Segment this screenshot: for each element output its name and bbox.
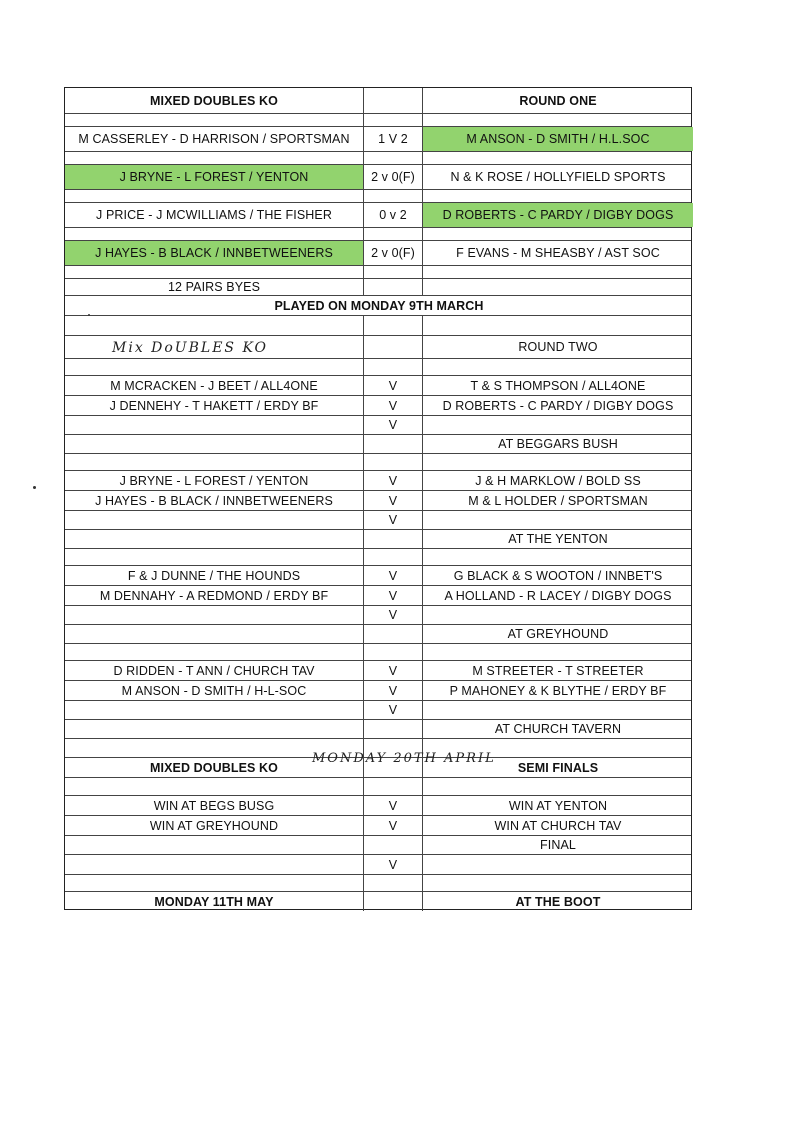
match-right-pair: P MAHONEY & K BLYTHE / ERDY BF xyxy=(449,683,667,698)
round-two-match-row xyxy=(65,490,691,510)
venue-row xyxy=(65,624,691,643)
match-vs: V xyxy=(363,681,423,700)
spacer-row xyxy=(65,874,691,891)
round-two-header-right: ROUND TWO xyxy=(518,340,598,354)
table-cell-empty xyxy=(363,359,423,375)
table-cell-empty xyxy=(363,279,423,295)
spacer-row xyxy=(65,548,691,565)
match-score: 2 v 0(F) xyxy=(363,165,423,189)
match-vs: V xyxy=(363,416,423,434)
spacer-row xyxy=(65,265,691,278)
final-row xyxy=(65,854,691,874)
match-vs: V xyxy=(363,376,423,395)
match-vs: V xyxy=(363,511,423,529)
round-two-match-row xyxy=(65,565,691,585)
table-cell-empty xyxy=(363,114,423,126)
match-right-pair: J & H MARKLOW / BOLD SS xyxy=(475,473,641,488)
match-right-pair: A HOLLAND - R LACEY / DIGBY DOGS xyxy=(444,588,672,603)
match-left-pair: J DENNEHY - T HAKETT / ERDY BF xyxy=(109,398,319,413)
match-right-pair: M & L HOLDER / SPORTSMAN xyxy=(468,493,648,508)
table-cell-empty xyxy=(363,875,423,891)
table-cell-empty xyxy=(363,266,423,278)
final-label-row xyxy=(65,835,691,854)
match-left-pair: D RIDDEN - T ANN / CHURCH TAV xyxy=(113,663,315,678)
round-two-extra-row xyxy=(65,700,691,719)
table-cell-empty xyxy=(363,454,423,470)
match-right-pair: WIN AT YENTON xyxy=(508,798,608,813)
scan-speck xyxy=(33,486,36,489)
match-vs: V xyxy=(363,796,423,815)
round-one-header-row xyxy=(65,88,691,113)
semis-match-row xyxy=(65,815,691,835)
round-two-extra-row xyxy=(65,605,691,624)
semis-header-left: MIXED DOUBLES KO xyxy=(150,760,278,775)
table-cell-empty xyxy=(363,152,423,164)
scan-speck xyxy=(88,314,90,316)
round-two-match-row xyxy=(65,375,691,395)
match-left-pair: M ANSON - D SMITH / H-L-SOC xyxy=(121,683,307,698)
match-left-pair: WIN AT GREYHOUND xyxy=(149,818,279,833)
match-left-pair: J PRICE - J MCWILLIAMS / THE FISHER xyxy=(96,208,332,222)
table-cell-empty xyxy=(363,778,423,795)
match-right-pair: F EVANS - M SHEASBY / AST SOC xyxy=(456,246,660,260)
played-on-label: PLAYED ON MONDAY 9TH MARCH xyxy=(274,298,484,313)
final-label: FINAL xyxy=(540,838,576,852)
final-date: MONDAY 11TH MAY xyxy=(154,894,274,909)
footer-row xyxy=(65,891,691,911)
round-one-match-row xyxy=(65,126,691,151)
semis-header-right: SEMI FINALS xyxy=(517,760,599,775)
match-score: 0 v 2 xyxy=(363,203,423,227)
table-cell-empty xyxy=(363,435,423,453)
table-cell-empty xyxy=(363,720,423,738)
table-cell-empty xyxy=(363,336,423,358)
venue-row xyxy=(65,719,691,738)
spacer-row xyxy=(65,777,691,795)
table-cell-empty xyxy=(363,644,423,660)
match-vs: V xyxy=(363,491,423,510)
round-one-header-right: ROUND ONE xyxy=(519,93,597,108)
match-left-pair: M MCRACKEN - J BEET / ALL4ONE xyxy=(110,378,318,393)
spacer-row xyxy=(65,189,691,202)
table-cell-empty xyxy=(363,625,423,643)
round-two-match-row xyxy=(65,395,691,415)
match-vs: V xyxy=(363,661,423,680)
table-cell-empty xyxy=(363,228,423,240)
match-right-pair: M ANSON - D SMITH / H.L.SOC xyxy=(423,127,693,151)
match-left-pair: F & J DUNNE / THE HOUNDS xyxy=(127,568,301,583)
handwritten-date: MONDAY 20TH APRIL xyxy=(312,751,496,766)
match-left-pair: J HAYES - B BLACK / INNBETWEENERS xyxy=(65,241,363,265)
final-vs: V xyxy=(363,855,423,874)
match-vs: V xyxy=(363,701,423,719)
spacer-row xyxy=(65,643,691,660)
match-right-pair: D ROBERTS - C PARDY / DIGBY DOGS xyxy=(442,398,674,413)
round-two-match-row xyxy=(65,680,691,700)
round-one-match-row xyxy=(65,202,691,227)
match-left-pair: M DENNAHY - A REDMOND / ERDY BF xyxy=(99,588,329,603)
table-cell-empty xyxy=(363,190,423,202)
match-vs: V xyxy=(363,471,423,490)
match-vs: V xyxy=(363,396,423,415)
round-two-match-row xyxy=(65,585,691,605)
match-right-pair: D ROBERTS - C PARDY / DIGBY DOGS xyxy=(423,203,693,227)
round-one-header-mid xyxy=(363,88,423,113)
table-cell-empty xyxy=(363,316,423,335)
match-score: 1 V 2 xyxy=(363,127,423,151)
semis-match-row xyxy=(65,795,691,815)
byes-label: 12 PAIRS BYES xyxy=(167,280,261,294)
table-cell-empty xyxy=(363,549,423,565)
venue-label: AT THE YENTON xyxy=(508,532,608,546)
match-left-pair: J BRYNE - L FOREST / YENTON xyxy=(119,473,309,488)
match-vs: V xyxy=(363,606,423,624)
venue-row xyxy=(65,434,691,453)
table-cell-empty xyxy=(363,892,423,911)
round-one-header-left: MIXED DOUBLES KO xyxy=(150,93,278,108)
venue-row xyxy=(65,529,691,548)
round-two-extra-row xyxy=(65,415,691,434)
round-two-match-row xyxy=(65,660,691,680)
handwritten-round-two-header: Mix DoUBLES KO xyxy=(112,340,269,356)
venue-label: AT GREYHOUND xyxy=(507,627,609,641)
match-right-pair: M STREETER - T STREETER xyxy=(472,663,644,678)
final-venue: AT THE BOOT xyxy=(515,894,601,909)
venue-label: AT BEGGARS BUSH xyxy=(498,437,618,451)
venue-label: AT CHURCH TAVERN xyxy=(494,722,622,736)
spacer-row xyxy=(65,315,691,335)
table-cell-empty xyxy=(363,530,423,548)
match-score: 2 v 0(F) xyxy=(363,241,423,265)
round-one-match-row xyxy=(65,240,691,265)
spacer-row xyxy=(65,227,691,240)
played-on-row xyxy=(65,295,691,315)
match-vs: V xyxy=(363,816,423,835)
fixture-table xyxy=(64,87,692,910)
match-vs: V xyxy=(363,566,423,585)
match-vs: V xyxy=(363,586,423,605)
round-two-match-row xyxy=(65,470,691,490)
byes-row xyxy=(65,278,691,295)
spacer-row xyxy=(65,151,691,164)
round-one-match-row xyxy=(65,164,691,189)
spacer-row xyxy=(65,113,691,126)
match-left-pair: WIN AT BEGS BUSG xyxy=(153,798,275,813)
spacer-row xyxy=(65,453,691,470)
match-right-pair: WIN AT CHURCH TAV xyxy=(494,818,622,833)
table-cell-empty xyxy=(363,836,423,854)
match-left-pair: M CASSERLEY - D HARRISON / SPORTSMAN xyxy=(78,132,350,146)
round-two-extra-row xyxy=(65,510,691,529)
match-right-pair: N & K ROSE / HOLLYFIELD SPORTS xyxy=(450,170,666,184)
spacer-row xyxy=(65,358,691,375)
match-left-pair: J BRYNE - L FOREST / YENTON xyxy=(65,165,363,189)
match-left-pair: J HAYES - B BLACK / INNBETWEENERS xyxy=(95,493,333,508)
match-right-pair: T & S THOMPSON / ALL4ONE xyxy=(470,378,646,393)
match-right-pair: G BLACK & S WOOTON / INNBET'S xyxy=(453,568,663,583)
